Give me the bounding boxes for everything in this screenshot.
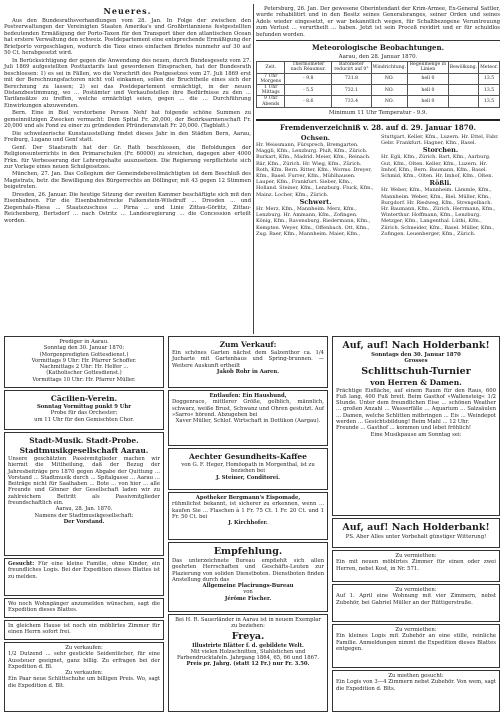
table-cell [448, 73, 478, 84]
ad-line: Grosses [404, 358, 428, 365]
table-cell: - 8.6 [285, 96, 332, 107]
table-cell: NO. [371, 85, 407, 96]
ad-body: Ein Paar neue Schlittschuhe um billigen Preis. Wo, sagt die Expedition d. Blt. [8, 676, 160, 689]
ad-schlittschuh-turnier [332, 336, 500, 516]
ad-wohnung [4, 598, 164, 618]
ad-vermiethen-zimmer [332, 550, 500, 582]
ad-heading: Stadt-Musik. Stadt-Probe. [29, 436, 139, 445]
ad-heading: Freya. [231, 630, 265, 642]
news-paragraph: Die schweizerische Kunstausstellung findet dieses Jahr in den Städten Bern, Aarau, Freiburg, Lugano und Genf statt. [4, 130, 251, 144]
ad-line: Probe für das Orchester; [50, 410, 118, 417]
ad-body: PS. Aber Alles unter Vorbehalt günstiger Witterung! [345, 534, 487, 540]
weather-title: Meteorologische Beobachtungen. [311, 43, 445, 53]
table-cell: hell 0 [408, 85, 449, 96]
weather-header: Zeit. [257, 62, 285, 73]
ad-heading: Zu vermiethen: [395, 553, 437, 559]
divider [256, 119, 500, 121]
table-cell: 13.5 [479, 73, 500, 84]
ad-heading: Stadtmusikgesellschaft Aarau. [19, 446, 149, 455]
ad-line: Vormittags 10 Uhr: Hr. Pfarrer Müller. [32, 376, 136, 383]
ad-body: Ein schönes Garten nächst dem Salzenthor ca. 1/4 Jucharte mit Gartenhaus und Spring-brunnen. — Weitere Auskunft ertheilt [172, 350, 324, 369]
weather-subtitle: Aarau, den 28. Januar 1870. [338, 54, 418, 61]
table-cell: 1 Uhr Mittags [257, 85, 285, 96]
ad-heading: Zu vermiethen: [395, 587, 437, 593]
news-paragraph: Bern. Eine in Biel verstorbene Person Nehf hat folgende schöne Summen zu gemeinnützigen Zwecken vermacht: Dem Spital Fr. 20,000, der Bezirksarmenschaft Fr. 20,000 und als Fond zu einer zu gründenden Pfründeranstalt Fr. 20,000. (Tagblatt.) [4, 110, 251, 130]
ad-signature: Jérôme Fischer. [224, 595, 272, 602]
table-cell [448, 85, 478, 96]
hotel-name: Schwert. [299, 197, 332, 206]
ad-line: Bei H. R. Sauerländer in Aarau ist in neuem Exemplar zu beziehen: [175, 617, 321, 630]
table-cell: 13.5 [479, 85, 500, 96]
ad-line: (Morgenpredigten Gottesdienst.) [39, 351, 129, 358]
ad-body: Freunde ... Gasthof ... kommen und lebet fröhlich! [336, 425, 472, 432]
ad-body: In gleichem Hause ist noch ein möblirtes Zimmer für einen Herrn sofort frei. [8, 623, 160, 636]
table-cell: 7 Uhr Morgens [257, 73, 285, 84]
table-row [257, 96, 500, 107]
ad-body: Ein mit neuen möblirtes Zimmer für einen oder zwei Herren, nebst Kost, in Nr. 571. [336, 559, 496, 572]
ad-signature: Allgemeine Placirungs-Bureau [202, 583, 294, 590]
ad-garten-verkauf [168, 336, 328, 388]
hotel-name: Ochsen. [300, 133, 331, 142]
weather-header: Regenmenge in Linien [408, 62, 449, 73]
ad-heading: Apotheker Bergmann's Eispomade, [195, 495, 301, 501]
ad-signature: Der Vorstand. [63, 518, 105, 525]
weather-header: Meteor. [479, 62, 500, 73]
ad-body: Das unterzeichnete Bureau empfiehlt sich allen geehrten Herrschaften und Geschäfts-Leuten zur Plazierung von soliden Dienstboten. Dienstboten finden Anstellung durch das [172, 558, 324, 583]
ad-prediger [4, 336, 164, 388]
table-cell: - 9.8 [285, 73, 332, 84]
ad-title: Schlittschuh-Turnier [361, 365, 471, 377]
table-cell: - 5.5 [285, 85, 332, 96]
ad-heading: Auf, auf! Nach Holderbank! [342, 340, 490, 351]
ad-caecilien [4, 390, 164, 430]
ad-heading: Zu verkaufen: [65, 645, 103, 651]
ad-miethen-gesucht [332, 670, 500, 712]
ad-verkauf-tuecher [4, 642, 164, 712]
weather-header: Windrichtung. [371, 62, 407, 73]
ad-heading: Zum Verkauf: [219, 340, 277, 349]
table-row [257, 85, 500, 96]
table-cell: NO. [371, 73, 407, 84]
ad-heading: Prediger in Aarau. [59, 339, 109, 345]
table-cell: 732.1 [332, 85, 372, 96]
ad-heading: Entlaufen: Ein Haushund, [209, 393, 287, 399]
column-rule [253, 4, 254, 334]
ad-date: Aarau, 28. Jan. 1870. [55, 506, 113, 513]
news-paragraph: Dresden, 26. Januar. Die heutige Sitzung der zweiten Kammer beschäftigte sich mit den Eisenbahnen. Für die Eisenbahnstrecke Falkenstein-Wilsdruff ... Dresden ... und Ziegenhals-Riesa ... Staatszuschuss ... Pirna ... und Linie Zittau-Görlitz, Zittau-Reichenberg, Bertsdorf ... nach Ostritz ... Landesregierung ... die Concession erteilt worden. [4, 191, 251, 224]
weather-table [256, 61, 500, 108]
ad-freya [168, 614, 328, 712]
ad-line: Sonntag den 30. Januar 1870: [43, 345, 125, 352]
news-paragraph: Genf. Der Staatsrath hat der Gr. Rath beschlossen, die Befoldungen der Religionsunterrichts in den Primarschulen (Fr. 60000) zu streichen, dagegen aber 4000 Frkn. für Verbesserung der Lehrergehalte auszusetzen. Die Regierung verpflichtete sich zur Vorlage eines neuen Schulgesetzes. [4, 144, 251, 170]
guest-entries: Hr. Merz, Kfm., Mannheim. Merz, Kfm., Lenzburg. Hr. Ammann, Kfm., Zofingen. König, Kfm., Ravensburg. Riedermann, Kfm., Kempten. Weyer, Kfm., Offenbach. Ott, Kfm., Zug. Baer, Kfm., Mannheim. Maier, Kfm., Stuttgart. Keller, Kfm., Luzern. Hr. Ettel, Fabr. Gebr. Frankfurt. Hagner, Kfm., Basel. [256, 133, 499, 237]
ad-heading: Empfehlung. [213, 546, 283, 557]
news-paragraph: Petersburg, 26. Jan. Der gewesene Oberintendant der Krim-Armee, Ex-General Sattler, wurde rehabilitirt und in den Besitz seines Generalsranges, seiner Orden und seines Adels wieder eingesetzt, er war bekanntlich wegen, für Schaltbezogene Veruntreuung zum Verlust ... verurtheilt ... haben. Jetzt ist sein Proceß revidirt und er für schuldlos befunden worden. [256, 6, 500, 38]
guest-list [256, 134, 500, 237]
table-cell: 9 Uhr Abends [257, 96, 285, 107]
guest-list-title: Fremdenverzeichniß v. 28. auf d. 29. Januar 1870. [280, 122, 476, 132]
table-cell: 731.8 [332, 73, 372, 84]
ad-line: Vormittags 9 Uhr: Hr. Pfarrer Schoffer. [31, 357, 137, 364]
ad-signature: J. Kirchhofer. [228, 520, 268, 527]
ad-subheading: von Herren & Damen. [370, 377, 462, 387]
ad-heading: Zu verkaufen: [65, 670, 103, 677]
ad-signature: von [243, 589, 253, 596]
ad-body: Prächtige Eisfläche, auf einem Raum für den Raus, 600 Fuß lang, 400 Fuß breit. Beim Gasthof »Wallensteig« 1/2 Stunde. Unter dem freundlichen Eise ... schönen Weather ... großen Anzahl ... Wasserfälle ... Aquarium ... Salzsäulen ... Damen, welche Schlitten mitbringen ... Eis ... Weindepot werden ... Gesichtsbildung! Beim Mahl ... 12 Uhr. [336, 387, 496, 426]
divider [256, 40, 500, 41]
ad-stadtmusik [4, 432, 164, 556]
table-cell: 733.4 [332, 96, 372, 107]
hotel-name: Rößli. [429, 179, 452, 188]
table-cell: hell 0 [408, 96, 449, 107]
ad-line: (Katholischer Gottesdienst.) [46, 370, 122, 377]
ad-vermiethen-logis [332, 624, 500, 668]
ad-heading: Zu vermiethen: [395, 627, 437, 633]
ad-heading: Aechter Gesundheits-Kaffee [189, 452, 307, 461]
ad-body: von G. F. Heger, Homöopath in Morgenthal, ist zu beziehen bei [181, 462, 315, 475]
news-paragraph: Aus den Bundesrathsverhandlungen vom 28. Jan. In Folge der zwischen den Postverwaltungen der Vereinigten Staaten Amerika's und Großbritanniens festgestellten bedeutenden Ermäßigung der Porto-Taxen für den Transport über den atlantischen Ocean hat erstere Verwaltung den schweiz. Postdepartement eine entsprechende Ermäßigung der Briefporto vorgeschlagen, wodurch die Taxe eines einfachen Briefes nunmehr auf 30 auf 50 Ct. herabgesetzt wird. [4, 18, 251, 57]
ad-gesucht [4, 558, 164, 596]
ad-body: 1/2 Dutzend ... sehr gestickte Seidentücher, für eine Aussteuer geeignet, ganz billig. Zu erfragen bei der Expedition d. Bl. [8, 651, 160, 670]
ad-body: Mit vielen Holzschnitten, Stahlstichen und Farbendrucktafeln. Jahrgang 1864, 65, 66 und 1867. [176, 648, 319, 662]
table-cell: hell 0 [408, 73, 449, 84]
ad-heading: Cäcilien-Verein. [50, 394, 118, 403]
news-paragraph: In Berücksichtigung der gegen die Anwendung des neuen, durch Bundesgesetz vom 27. Juli 1869 aufgestellten Posttaxtarifs laut gewordenen Einsprachen, hat der Bundesrath beschlossen: 1) es sei in Fällen, wo die Vorschrift des Postgesetzes vom 27. Juli 1869 erst mit der Berechnungsfactoren nicht voll einkamen, sollen die Bruchtheile eines sich der Berechnung zu lassen; 2) sei das Postdepartement ermächtigt, in der neuen Distanzbestimmung, wo ... Postämter und Verkaufsstellen ihre Bedürfnisse zu den ... Tarifansätze zu treffen, welche ermächtigt seien, gegen ... die ... Durchführung Einwirkungen abzuwenden. [4, 57, 251, 109]
ad-eispomade [168, 492, 328, 540]
ad-line: um 11 Uhr für den Gemischten Chor. [34, 416, 134, 423]
ad-body: Unsere geschätzten Passivmitglieder machen wir hiermit die Mittheilung, daß der Bezug der Jahresbeiträge pro 1870 gegen Abgabe der Quittung ... Vorstand ... Stadtmusik durch ... Spitalgasse ... Aarau ... Beiträge nicht für Saalhaben ... Bote ... von hier ... alle Freunde und Gönner der Gesellschaft laden wir zu zahlreichem Beitritt als Passivmitglieder freundschaftlich ein. [8, 456, 160, 507]
ad-body: Ein kleines Logis mit Zubehör an eine stille, reinliche Familie. Anmeldungen nimmt die Expedition dieses Blattes entgegen. [336, 633, 496, 652]
ad-heading: Auf, auf! Nach Holderbank! [342, 522, 490, 533]
ad-signature: J. Steiner, Conditorei. [215, 474, 281, 481]
ad-note: Eine Musikpause am Sonntag sei: [370, 431, 462, 438]
weather-header: Bewölkung. [448, 62, 478, 73]
ad-signature: Xaver Müller, Schlof. Wirtschaft in Dottikon (Aargau). [175, 418, 321, 425]
table-cell: NO. [371, 96, 407, 107]
ad-entlaufen [168, 390, 328, 446]
ad-line: Sonntag Vormittag punkt 9 Uhr [36, 404, 132, 410]
ad-empfehlung [168, 542, 328, 612]
table-row [257, 73, 500, 84]
news-paragraph: München, 27. Jan. Das Collegium der Gemeindebevollmächtigten ist dem Beschluß des Magistrats, betr. die Bewilligung des Bürgerrechts an Döllinger, mit 43 gegen 12 Stimmen beigetreten. [4, 171, 251, 191]
ad-body: Doggenrace, mittlerer Größe, gelblich, männlich, schwarz, weiße Brust, Schwanz und Ohren gestutzt. Auf »Sarro« hörend. Abzugeben bei [172, 399, 324, 418]
ad-body: Ein Logis von 3—4 Zimmern nebst Zubehör. Von wem, sagt die Expedition d. Blts. [336, 679, 496, 692]
guest-entries: Hr. Weber, Kfm., Mannheim. Lämmle, Kfm., Mannheim. Weber, Kfm., Biel. Müller, Kfm., Burgdorf. Hr. Riedweg, Kfm., Strengelbach. Hr. Baumann, Kfm., Zürich. Herrmann, Kfm., Winterthur. Hoffmann, Kfm., Lenzburg. Metzger, Kfm., Langenthal. Lüthi, Kfm., Zürich. Schneider, Kfm., Basel. Müller, Kfm., Zofingen. Leuenberger, Kfm., Zürich. [381, 187, 496, 237]
ad-zimmer [4, 620, 164, 640]
weather-header: Thermometer nach Réaumur. [285, 62, 332, 73]
ad-body: rühmlichst bekannt, ist sicherer zu erkennen, wenn ... kaufen Sie ... Flaschen à 1 Fr. 75 Ct. 1 Fr. 20 Ct. und 1 Fr. 50 Ct. bei [172, 501, 324, 520]
ad-signature: Jakob Rohr in Aaren. [216, 368, 280, 375]
left-column [4, 6, 251, 225]
weather-footer: Minimum 11 Uhr Temperatur - 9.9. [328, 109, 428, 116]
weather-header: Barometer reducirt auf 0° [332, 62, 372, 73]
ad-holderbank-second [332, 518, 500, 548]
guest-entries: Hr. Weissmann, Fürsprech, Bremgarten. Maggli, Kfm., Lenzburg. Pluß, Kfm., Zürich. Burkart, Kfm., Madrid. Meier, Kfm., Reinach. Bär, Kfm., Zürich. Hr. Wieg, Kfm., Zürich. Roth, Kfm. Bern. Ritter, Kfm., Worms. Dreyer, Kfm., Basel. Furrer, Kfm., Mühlhausen. Lauper, Kfm., Frankfurt. Sieber, Kfm., Holland. Steiner, Kfm., Lenzburg. Fluck, Kfm., Mainz. Locher, Kfm., Zürich. [256, 141, 374, 198]
ad-date: Sonntags den 30. Januar 1870 [371, 352, 461, 358]
ad-vermiethen-wohnung [332, 584, 500, 622]
ad-price: Preis pr. Jahrg. (statt 12 Fr.) nur Fr. 3.50. [186, 661, 310, 668]
ad-heading: Zu miethen gesucht: [388, 673, 444, 679]
ad-heading: Gesucht: [8, 561, 35, 567]
ad-subheading: Illustrirte Blätter f. d. gebildete Welt. [192, 642, 304, 649]
table-cell: 13.5 [479, 96, 500, 107]
hotel-name: Storchen. [422, 146, 459, 155]
ad-body: Für eine kleine Familie, ohne Kinder, ein freundliches Logis. Bei der Expedition dieses Blattes ist zu melden. [8, 561, 160, 580]
right-column [256, 6, 500, 237]
ad-line: Nachmittags 2 Uhr: Hr. Helfer ... [39, 364, 129, 371]
ad-signature: Namens der Stadtmusikgesellschaft: [34, 512, 134, 519]
ad-gesundheits-kaffee [168, 448, 328, 490]
ad-body: Auf 1. April eine Wohnung mit vier Zimmern, nebst Zubehör, bei Gabriel Müller an der Rüttigerstraße. [336, 593, 496, 606]
ad-body: Wo noch Wohngänger anzumelden wünschen, sagt die Expedition dieses Blattes. [8, 601, 160, 614]
table-cell [448, 96, 478, 107]
guest-entries: Hr. Egli, Kfm., Zürich. Bart, Kfm., Aarburg. Gut, Kfm., Olten. Keller, Kfm., Luzern. Hr. Imhof, Kfm., Bern. Baumann, Kfm., Basel. Schmid, Kfm., Olten. Hr. Imhof, Kfm., Olten. [381, 154, 494, 179]
news-section-title: Neueres. [103, 6, 152, 16]
